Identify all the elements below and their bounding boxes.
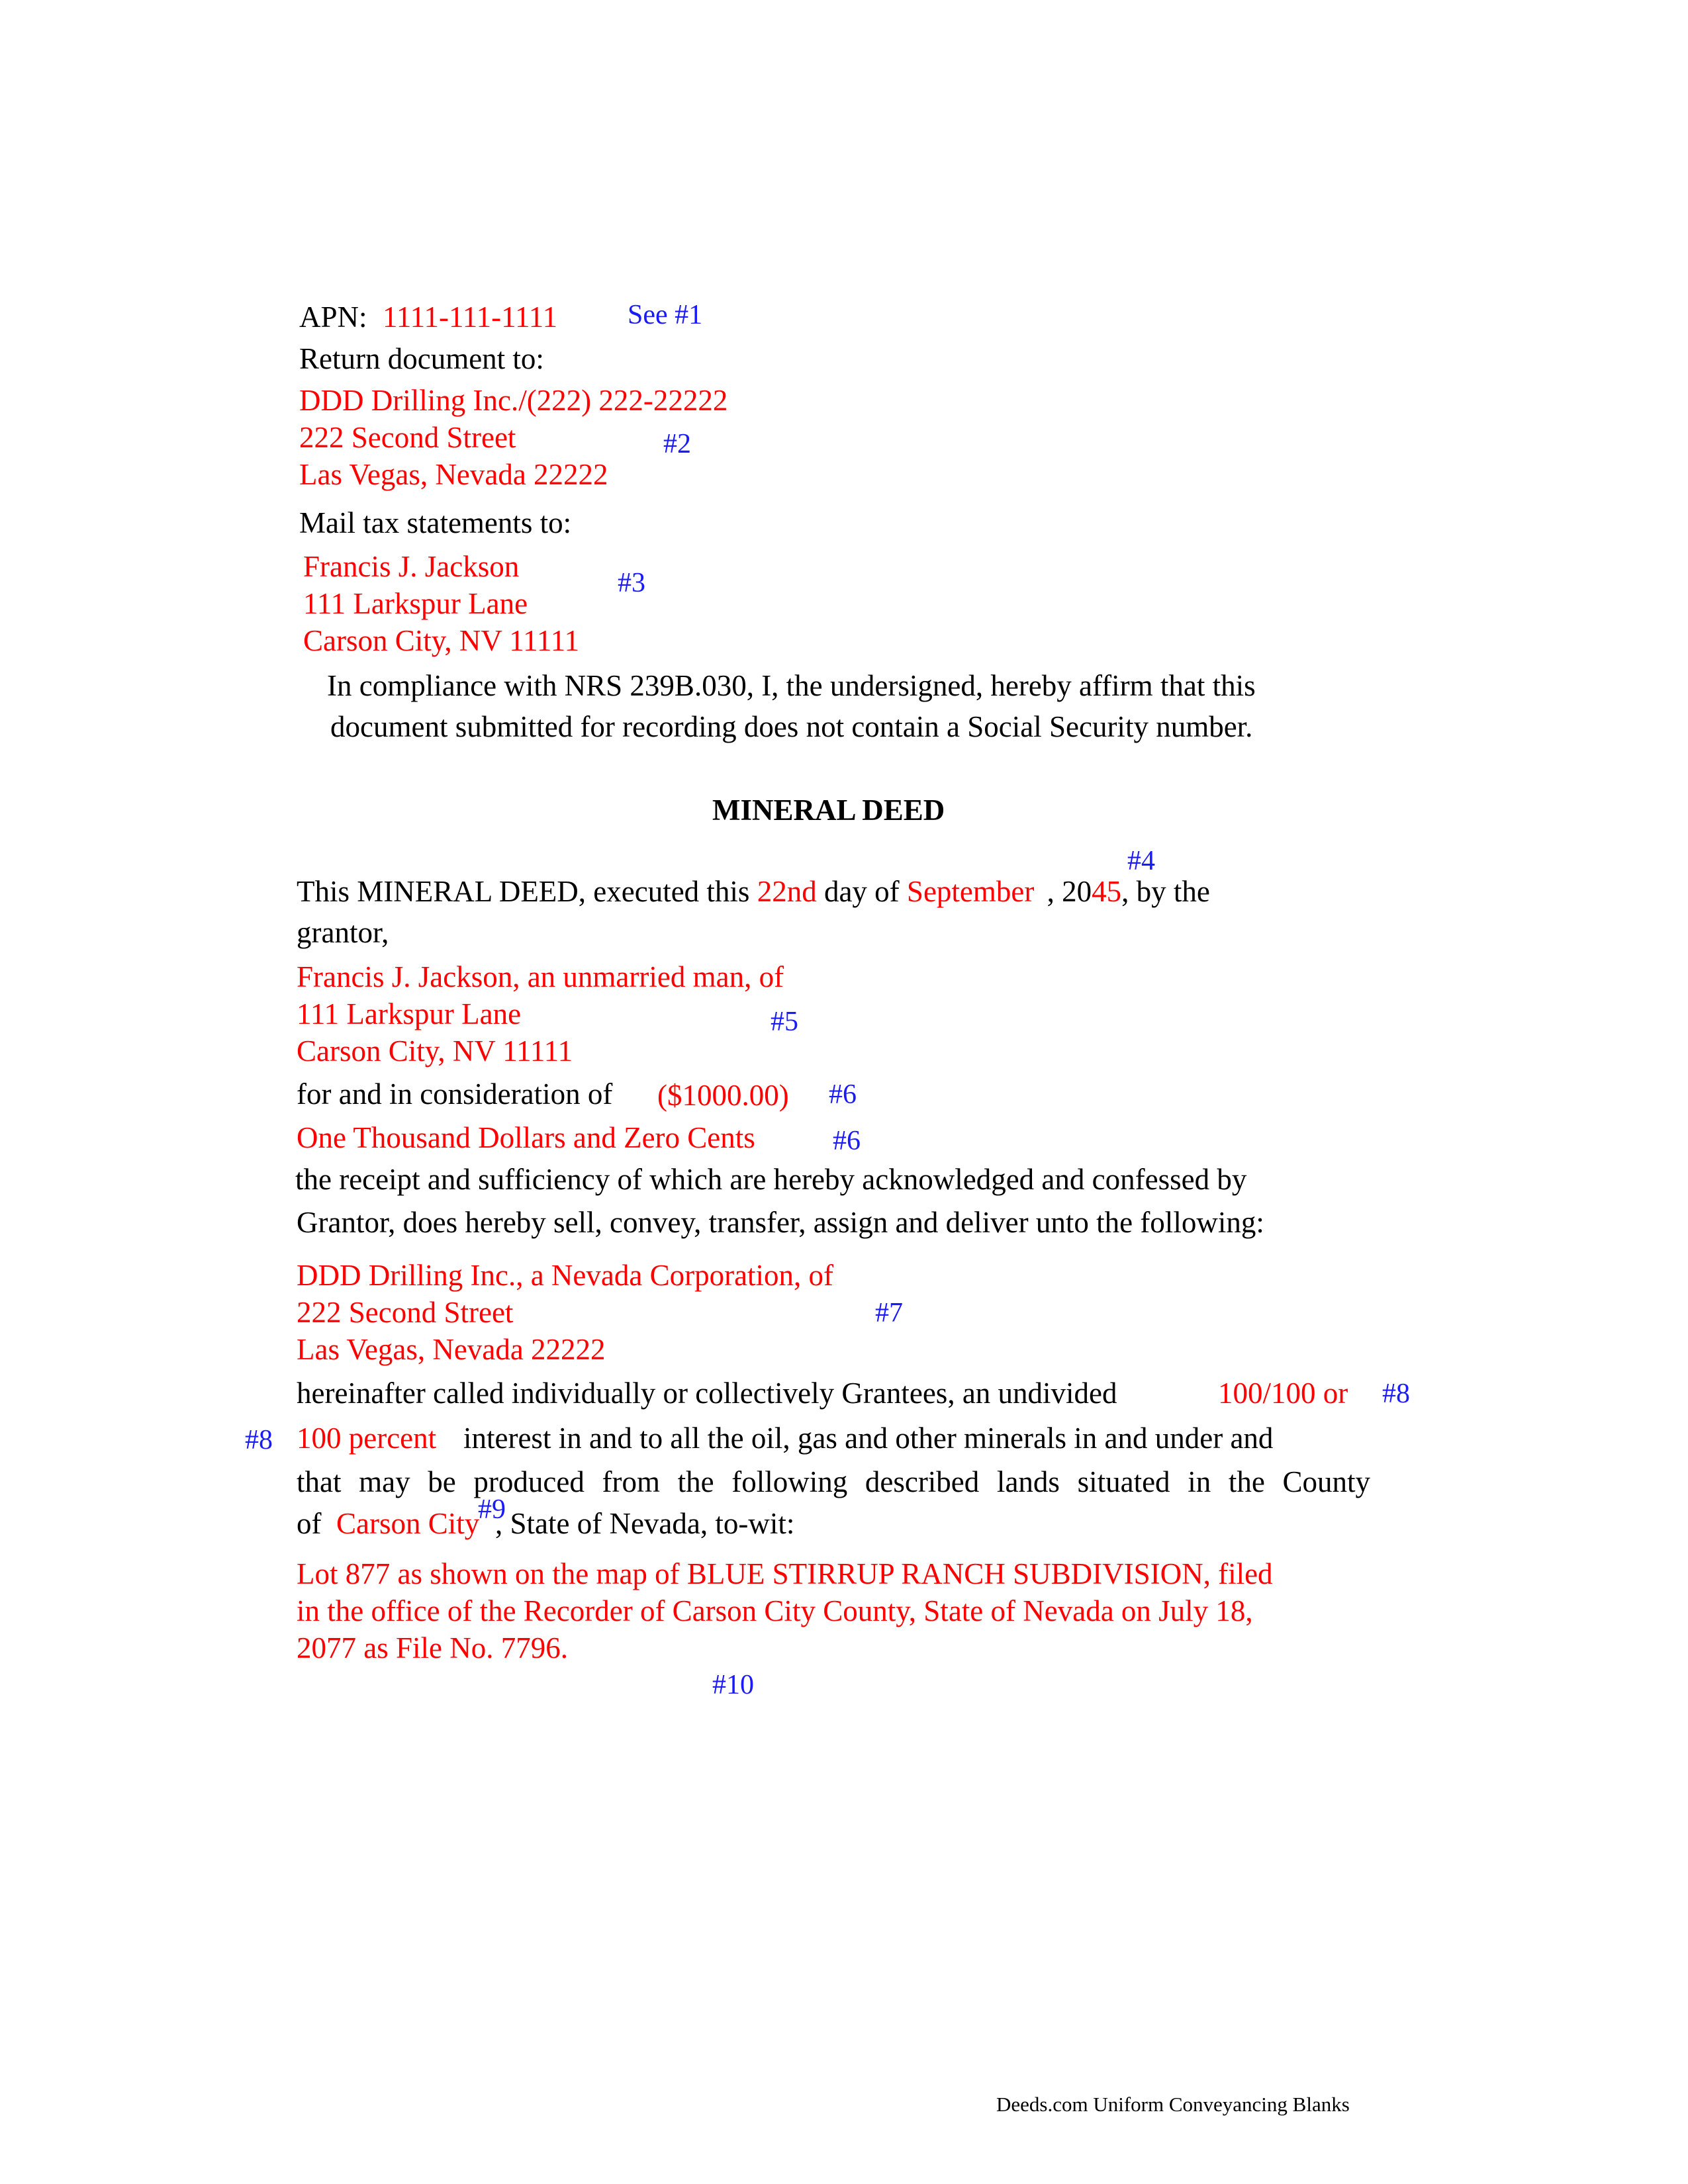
interest-fraction: 100/100 or xyxy=(1218,1377,1348,1410)
mail-label: Mail tax statements to: xyxy=(299,506,572,539)
marker-8a: #8 xyxy=(1382,1379,1410,1409)
execution-text-d: , by the xyxy=(1121,875,1210,908)
legal-line-2: in the office of the Recorder of Carson City County, State of Nevada on July 18, xyxy=(297,1594,1253,1627)
marker-4: #4 xyxy=(1127,846,1155,876)
legal-line-1: Lot 877 as shown on the map of BLUE STIRRUP RANCH SUBDIVISION, filed xyxy=(297,1557,1273,1590)
marker-6a: #6 xyxy=(829,1079,857,1110)
hereinafter-line: hereinafter called individually or collectively Grantees, an undivided xyxy=(297,1377,1117,1410)
marker-5: #5 xyxy=(771,1007,798,1037)
interest-percent: 100 percent xyxy=(297,1422,437,1455)
legal-line-3: 2077 as File No. 7796. xyxy=(297,1631,568,1664)
grantee-line-1: DDD Drilling Inc., a Nevada Corporation, of xyxy=(297,1259,834,1292)
return-line-2: 222 Second Street xyxy=(299,421,516,454)
receipt-line-1: the receipt and sufficiency of which are hereby acknowledged and confessed by xyxy=(295,1163,1247,1196)
consideration-label: for and in consideration of xyxy=(297,1077,613,1111)
marker-8b: #8 xyxy=(245,1425,273,1455)
marker-2: #2 xyxy=(663,429,691,459)
amount-numeric: ($1000.00) xyxy=(657,1079,789,1112)
compliance-line-1: In compliance with NRS 239B.030, I, the undersigned, hereby affirm that this xyxy=(327,669,1256,702)
execution-text-c: , 20 xyxy=(1047,875,1092,908)
marker-6b: #6 xyxy=(833,1126,861,1156)
marker-9: #9 xyxy=(478,1494,506,1525)
mail-line-1: Francis J. Jackson xyxy=(303,550,520,583)
compliance-line-2: document submitted for recording does not contain a Social Security number. xyxy=(330,710,1253,743)
apn-label: APN: xyxy=(299,300,367,334)
return-line-3: Las Vegas, Nevada 22222 xyxy=(299,458,608,491)
document-title: MINERAL DEED xyxy=(712,794,945,827)
mail-line-3: Carson City, NV 11111 xyxy=(303,624,580,657)
marker-3: #3 xyxy=(618,568,645,598)
marker-1: See #1 xyxy=(628,300,703,330)
county-value: Carson City xyxy=(336,1507,480,1540)
execution-year: 45 xyxy=(1092,875,1122,908)
return-label: Return document to: xyxy=(299,342,544,375)
marker-7: #7 xyxy=(875,1298,903,1328)
receipt-line-2: Grantor, does hereby sell, convey, transfer, assign and deliver unto the following: xyxy=(297,1206,1264,1239)
amount-words: One Thousand Dollars and Zero Cents xyxy=(297,1121,755,1154)
grantee-line-3: Las Vegas, Nevada 22222 xyxy=(297,1333,606,1366)
execution-line xyxy=(297,877,1210,907)
interest-line: interest in and to all the oil, gas and other minerals in and under and xyxy=(463,1422,1274,1455)
footer-text: Deeds.com Uniform Conveyancing Blanks xyxy=(996,2093,1350,2116)
execution-month: September xyxy=(906,875,1035,908)
grantee-line-2: 222 Second Street xyxy=(297,1296,514,1329)
grantor-line-3: Carson City, NV 11111 xyxy=(297,1034,573,1068)
apn-value: 1111-111-1111 xyxy=(383,300,558,334)
marker-10: #10 xyxy=(712,1670,754,1700)
execution-day: 22nd xyxy=(757,875,817,908)
grantor-line-2: 111 Larkspur Lane xyxy=(297,997,522,1030)
grantor-line-1: Francis J. Jackson, an unmarried man, of xyxy=(297,960,784,993)
state-line: , State of Nevada, to-wit: xyxy=(495,1507,795,1540)
mail-line-2: 111 Larkspur Lane xyxy=(303,587,528,620)
execution-text-b: day of xyxy=(823,875,900,908)
produced-line: that may be produced from the following described lands situated in the County xyxy=(297,1465,1370,1498)
execution-text-a: This MINERAL DEED, executed this xyxy=(297,875,750,908)
of-label: of xyxy=(297,1507,322,1540)
return-line-1: DDD Drilling Inc./(222) 222-22222 xyxy=(299,384,728,417)
grantor-label: grantor, xyxy=(297,916,389,949)
